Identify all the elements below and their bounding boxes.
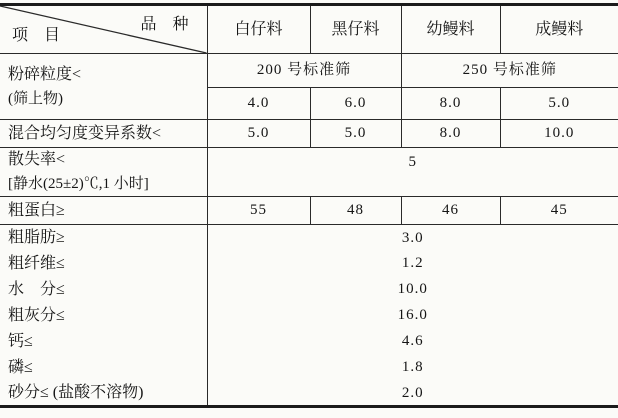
- row-label-loss-line2: [静水(25±2)℃,1 小时]: [8, 176, 149, 192]
- cell-calcium-value: 4.6: [207, 329, 618, 355]
- column-header-heizai: 黑仔料: [310, 5, 401, 54]
- row-label-moisture: 水 分≤: [0, 277, 207, 303]
- cell-ash-value: 16.0: [207, 303, 618, 329]
- corner-item-label: 项 目: [12, 27, 61, 45]
- cell-crush-chengman: 5.0: [500, 88, 618, 120]
- row-label-crush: [0, 54, 207, 120]
- corner-variety-label: 品 种: [140, 16, 189, 33]
- row-label-fiber: 粗纤维≤: [0, 251, 207, 277]
- cell-mixing-heizai: 5.0: [310, 120, 401, 148]
- row-label-mixing: 混合均匀度变异系数<: [0, 120, 207, 148]
- cell-moisture-value: 10.0: [207, 277, 618, 303]
- cell-sieve-250: 250 号标准筛: [401, 54, 618, 88]
- row-label-calcium: 钙≤: [0, 329, 207, 355]
- cell-fiber-value: 1.2: [207, 251, 618, 277]
- row-label-crush-line1: 粉碎粒度<: [8, 65, 82, 83]
- cell-mixing-baizai: 5.0: [207, 120, 310, 148]
- corner-cell: [0, 5, 207, 54]
- feed-spec-table: [0, 3, 618, 408]
- cell-sieve-200: 200 号标准筛: [207, 54, 401, 88]
- row-label-phosphorus: 磷≤: [0, 355, 207, 381]
- cell-phosphorus-value: 1.8: [207, 355, 618, 381]
- column-header-youman: 幼鳗料: [401, 5, 500, 54]
- cell-mixing-chengman: 10.0: [500, 120, 618, 148]
- column-header-chengman: 成鳗料: [500, 5, 618, 54]
- cell-mixing-youman: 8.0: [401, 120, 500, 148]
- cell-sand-value: 2.0: [207, 381, 618, 407]
- cell-protein-chengman: 45: [500, 197, 618, 225]
- cell-crush-baizai: 4.0: [207, 88, 310, 120]
- row-label-fat: 粗脂肪≥: [0, 225, 207, 251]
- cell-fat-value: 3.0: [207, 225, 618, 251]
- cell-protein-baizai: 55: [207, 197, 310, 225]
- row-label-crush-line2: (筛上物): [8, 90, 63, 107]
- cell-protein-heizai: 48: [310, 197, 401, 225]
- cell-loss-value: 5: [207, 148, 618, 197]
- row-label-loss: [0, 148, 207, 197]
- cell-crush-youman: 8.0: [401, 88, 500, 120]
- row-label-sand: 砂分≤ (盐酸不溶物): [0, 381, 207, 407]
- row-label-loss-line1: 散失率<: [8, 151, 66, 168]
- cell-crush-heizai: 6.0: [310, 88, 401, 120]
- row-label-ash: 粗灰分≤: [0, 303, 207, 329]
- row-label-protein: 粗蛋白≥: [0, 197, 207, 225]
- cell-protein-youman: 46: [401, 197, 500, 225]
- column-header-baizai: 白仔料: [207, 5, 310, 54]
